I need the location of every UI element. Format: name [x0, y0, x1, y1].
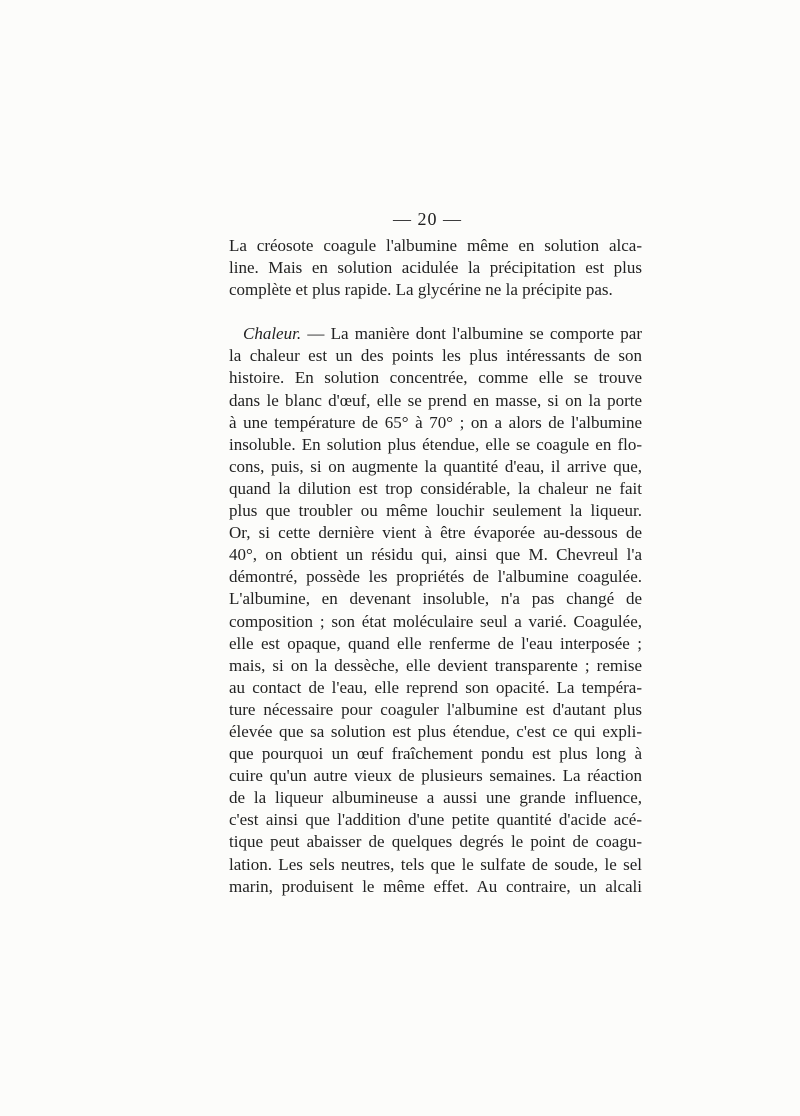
text-line: à une température de 65° à 70° ; on a alors de l'albumine [229, 412, 642, 432]
paragraph-creosote [229, 235, 642, 301]
text-line: elle est opaque, quand elle renferme de l'eau interposée ; [229, 633, 642, 653]
text-line: la chaleur est un des points les plus intéressants de son [229, 346, 642, 366]
text-line: histoire. En solution concentrée, comme elle se trouve [229, 368, 642, 388]
text-line: insoluble. En solution plus étendue, elle se coagule en flo- [229, 434, 642, 454]
text-line: élevée que sa solution est plus étendue, c'est ce qui expli- [229, 721, 642, 741]
text-line: cons, puis, si on augmente la quantité d'eau, il arrive que, [229, 456, 642, 476]
text-line: line. Mais en solution acidulée la précipitation est plus [229, 258, 642, 278]
text-line: c'est ainsi que l'addition d'une petite quantité d'acide acé- [229, 810, 642, 830]
text-line-rest: — La manière dont l'albumine se comporte par [301, 324, 642, 344]
text-line: ture nécessaire pour coaguler l'albumine est d'autant plus [229, 699, 642, 719]
text-line: dans le blanc d'œuf, elle se prend en masse, si on la porte [229, 390, 642, 410]
text-line: lation. Les sels neutres, tels que le sulfate de soude, le sel [229, 854, 642, 874]
body-text [229, 235, 642, 898]
text-line: L'albumine, en devenant insoluble, n'a pas changé de [229, 589, 642, 609]
text-line: quand la dilution est trop considérable, la chaleur ne fait [229, 478, 642, 498]
text-line: démontré, possède les propriétés de l'albumine coagulée. [229, 567, 642, 587]
text-line: composition ; son état moléculaire seul a varié. Coagulée, [229, 611, 642, 631]
text-line: de la liqueur albumineuse a aussi une grande influence, [229, 788, 642, 808]
section-lead: Chaleur. [243, 324, 302, 344]
paragraph-chaleur [229, 323, 642, 897]
text-line: cuire qu'un autre vieux de plusieurs semaines. La réaction [229, 766, 642, 786]
text-line: La créosote coagule l'albumine même en solution alca- [229, 236, 642, 255]
text-line: au contact de l'eau, elle reprend son opacité. La tempéra- [229, 677, 642, 697]
text-line: que pourquoi un œuf fraîchement pondu est plus long à [229, 744, 642, 764]
text-line: mais, si on la dessèche, elle devient transparente ; remise [229, 655, 642, 675]
page-number: — 20 — [393, 209, 462, 229]
text-line [229, 323, 642, 345]
text-line: plus que troubler ou même louchir seulement la liqueur. [229, 501, 642, 521]
text-line: 40°, on obtient un résidu qui, ainsi que M. Chevreul l'a [229, 545, 642, 565]
text-line: tique peut abaisser de quelques degrés le point de coagu- [229, 832, 642, 852]
text-line: complète et plus rapide. La glycérine ne la précipite pas. [229, 280, 613, 300]
text-line: Or, si cette dernière vient à être évaporée au-dessous de [229, 523, 642, 543]
paragraph-gap [229, 301, 642, 323]
text-line: marin, produisent le même effet. Au contraire, un alcali [229, 876, 642, 896]
